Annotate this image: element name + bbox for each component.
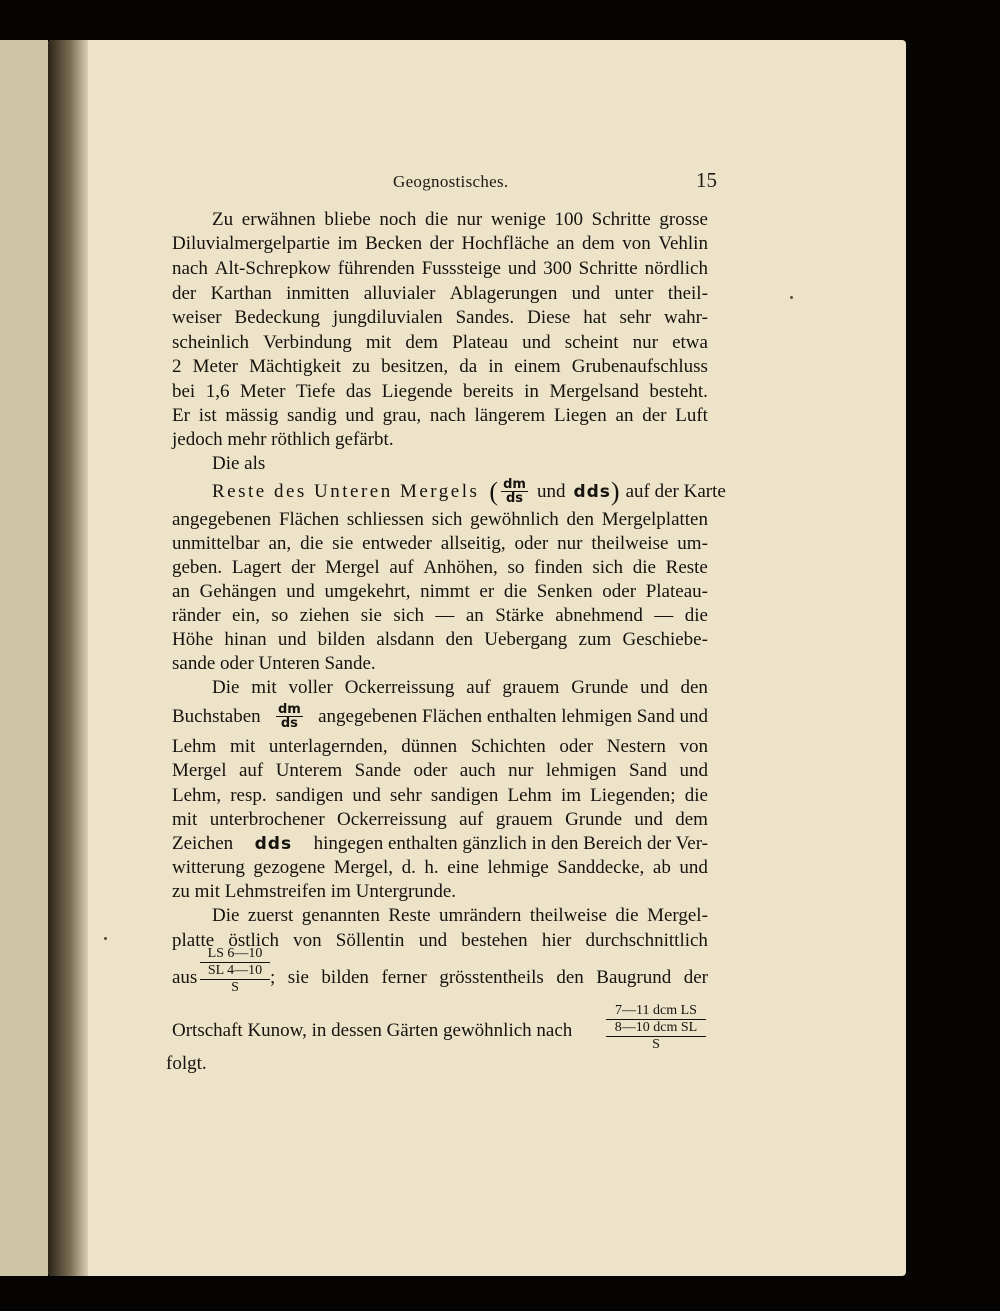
- text-line: Lehm mit unterlagernden, dünnen Schichten oder Nestern von: [172, 736, 708, 757]
- text-line: Er ist mässig sandig und grau, nach längerem Liegen an der Luft: [172, 405, 708, 426]
- text-line: Höhe hinan und bilden alsdann den Uebergang zum Geschiebe-: [172, 629, 708, 650]
- reste-suffix: auf der Karte: [625, 480, 726, 502]
- dds-symbol: dds: [573, 481, 611, 502]
- text-line: 2 Meter Mächtigkeit zu besitzen, da in einem Grubenaufschluss: [172, 356, 708, 377]
- aus-prefix: aus: [172, 967, 198, 988]
- text-line: unmittelbar an, die sie entweder allseitig, oder nur theilweise um-: [172, 533, 708, 554]
- text-line: Die als: [212, 453, 266, 474]
- aus-suffix: ; sie bilden ferner grösstentheils den Baugrund der: [270, 967, 708, 988]
- buchstaben-suffix: angegebenen Flächen enthalten lehmigen Sand und: [318, 705, 708, 727]
- text-line: Diluvialmergelpartie im Becken der Hochfläche an dem von Vehlin: [172, 233, 708, 254]
- profile-top: LS 6—10: [207, 946, 263, 961]
- frac-denominator: ds: [280, 716, 298, 731]
- buchstaben-prefix: Buchstaben: [172, 705, 261, 727]
- page-header: [0, 168, 1000, 198]
- open-paren: (: [489, 476, 499, 506]
- text-line: nach Alt-Schrepkow führenden Fusssteige und 300 Schritte nördlich: [172, 258, 708, 279]
- text-line: Die mit voller Ockerreissung auf grauem Grunde und den: [212, 677, 708, 698]
- dm-ds-symbol: [501, 478, 528, 505]
- reste-prefix: Reste des Unteren Mergels: [212, 480, 480, 502]
- text-line: Zu erwähnen bliebe noch die nur wenige 100 Schritte grosse: [212, 209, 708, 230]
- text-line: zu mit Lehmstreifen im Untergrunde.: [172, 881, 457, 902]
- close-paren: ): [610, 476, 620, 506]
- text-line: platte östlich von Söllentin und bestehen hier durchschnittlich: [172, 930, 708, 951]
- profile-bottom: S: [231, 980, 239, 995]
- facing-page-edge: [0, 40, 48, 1276]
- text-line: mit unterbrochener Ockerreissung auf grauem Grunde und dem: [172, 809, 708, 830]
- text-line: geben. Lagert der Mergel auf Anhöhen, so finden sich die Reste: [172, 557, 708, 578]
- text-line: weiser Bedeckung jungdiluvialen Sandes. Diese hat sehr wahr-: [172, 307, 708, 328]
- ortschaft-text: Ortschaft Kunow, in dessen Gärten gewöhnlich nach: [172, 1020, 573, 1041]
- und-word: und: [536, 480, 566, 502]
- zeichen-prefix: Zeichen: [172, 833, 234, 854]
- profile-bottom: S: [652, 1037, 660, 1052]
- aus-profile: [200, 946, 270, 996]
- frac-numerator: dm: [277, 702, 301, 717]
- text-line: sande oder Unteren Sande.: [172, 653, 376, 674]
- running-title: Geognostisches.: [393, 172, 509, 191]
- profile-top: 7—11 dcm LS: [606, 1003, 706, 1020]
- frac-denominator: ds: [505, 491, 524, 506]
- text-line: ränder ein, so ziehen sie sich — an Stärke abnehmend — die: [172, 605, 708, 626]
- text-line: Mergel auf Unterem Sande oder auch nur lehmigen Sand und: [172, 760, 708, 781]
- zeichen-line: [172, 832, 708, 856]
- speck-mark: [104, 937, 107, 940]
- text-line: angegebenen Flächen schliessen sich gewöhnlich den Mergelplatten: [172, 509, 708, 530]
- speck-mark: [790, 296, 793, 299]
- dm-ds-symbol: [276, 703, 303, 730]
- ortschaft-profile: [606, 1003, 706, 1053]
- text-line: der Karthan inmitten alluvialer Ablagerungen und unter theil-: [172, 283, 708, 304]
- text-line: witterung gezogene Mergel, d. h. eine lehmige Sanddecke, ab und: [172, 857, 708, 878]
- final-word: folgt.: [166, 1053, 207, 1074]
- text-line: Die zuerst genannten Reste umrändern theilweise die Mergel-: [212, 905, 708, 926]
- text-line: Lehm, resp. sandigen und sehr sandigen Lehm im Liegenden; die: [172, 785, 708, 806]
- text-line: scheinlich Verbindung mit dem Plateau und scheint nur etwa: [172, 332, 708, 353]
- dds-symbol: dds: [254, 834, 293, 854]
- text-line: an Gehängen und umgekehrt, nimmt er die Senken oder Plateau-: [172, 581, 708, 602]
- page-number: 15: [696, 168, 717, 192]
- zeichen-suffix: hingegen enthalten gänzlich in den Bereich der Ver-: [313, 833, 708, 854]
- text-line: bei 1,6 Meter Tiefe das Liegende bereits in Mergelsand besteht.: [172, 381, 708, 402]
- page-gutter: [48, 40, 88, 1276]
- profile-mid: 8—10 dcm SL: [606, 1020, 706, 1037]
- reste-line: [212, 476, 726, 506]
- text-line: jedoch mehr röthlich gefärbt.: [172, 429, 394, 450]
- buchstaben-line: [172, 703, 708, 730]
- frac-numerator: dm: [503, 477, 526, 492]
- profile-mid: SL 4—10: [200, 962, 270, 980]
